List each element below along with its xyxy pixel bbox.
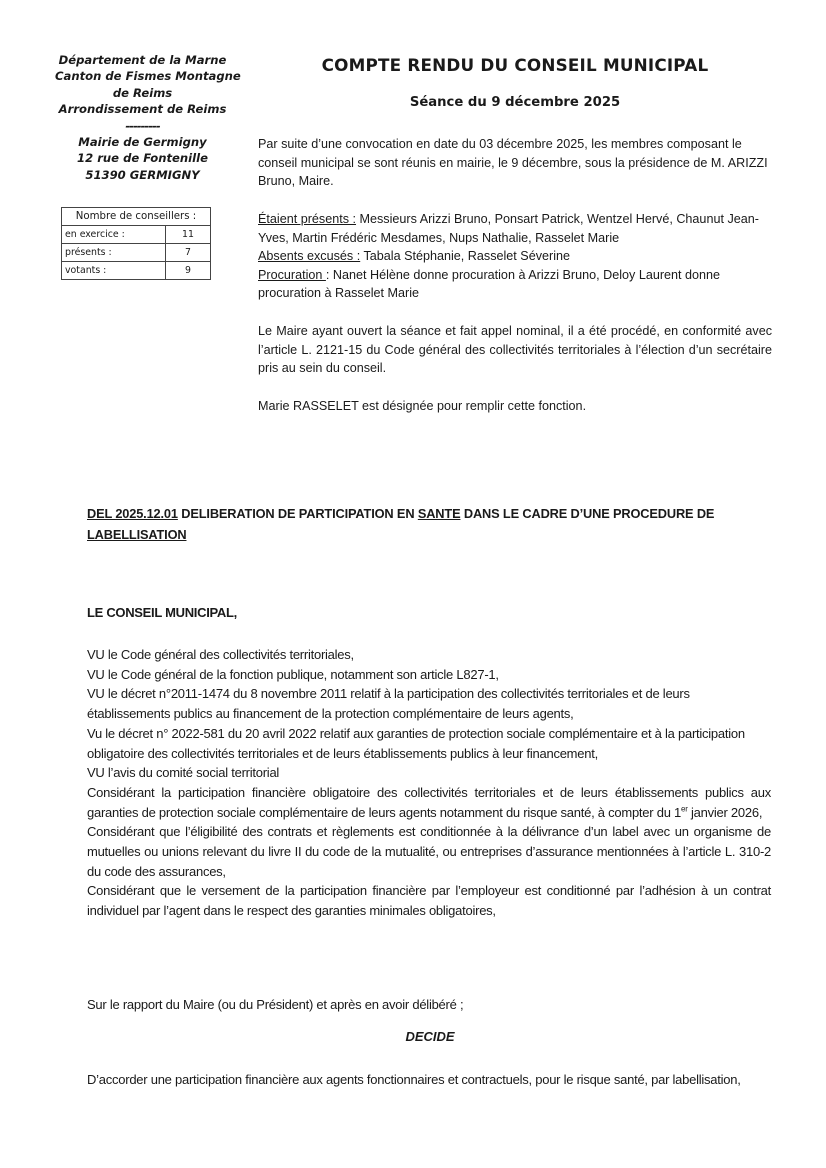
councillors-table bbox=[61, 207, 211, 280]
deliberation-body bbox=[87, 645, 771, 921]
deliberation-title-sante: SANTE bbox=[417, 506, 461, 521]
row-label-votants: votants : bbox=[62, 262, 166, 280]
row-value-en-exercice: 11 bbox=[166, 226, 211, 244]
proxy-text: : Nanet Hélène donne procuration à Arizzi Bruno, Deloy Laurent donne procuration à Rasselet Marie bbox=[258, 267, 721, 301]
absent-label: Absents excusés : bbox=[258, 249, 361, 264]
row-label-presents: présents : bbox=[62, 244, 166, 262]
attendance-block bbox=[258, 210, 772, 303]
present-label: Étaient présents : bbox=[258, 212, 357, 226]
proxy-label: Procuration bbox=[258, 267, 326, 282]
absent-members bbox=[258, 247, 772, 266]
table-row bbox=[62, 226, 211, 244]
letterhead-mairie: Mairie de Germigny bbox=[78, 135, 207, 150]
decide-heading: DECIDE bbox=[405, 1029, 455, 1044]
deliberation-title-text: DELIBERATION DE PARTICIPATION EN bbox=[177, 506, 418, 521]
row-label-en-exercice: en exercice : bbox=[62, 226, 166, 244]
convocation-paragraph: Par suite d’une convocation en date du 03 décembre 2025, les membres composant le conseil municipal se sont réunis en mairie, le 9 décembre, sous la présidence de M. ARIZZI Bruno, Maire. bbox=[258, 137, 768, 189]
deliberation-title-text-2: DANS LE CADRE D’UNE PROCEDURE DE bbox=[460, 506, 715, 521]
council-heading: LE CONSEIL MUNICIPAL, bbox=[87, 605, 237, 620]
deliberation-title-labellisation: LABELLISATION bbox=[87, 527, 187, 542]
row-value-presents: 7 bbox=[166, 244, 211, 262]
considerant-1-date: janvier 2026, bbox=[687, 804, 763, 820]
row-value-votants: 9 bbox=[166, 262, 211, 280]
councillors-table-header: Nombre de conseillers : bbox=[62, 208, 211, 226]
ordinal-superscript: er bbox=[681, 804, 688, 814]
secretary-designation: Marie RASSELET est désignée pour remplir cette fonction. bbox=[258, 399, 587, 413]
visa-item: VU le décret n°2011-1474 du 8 novembre 2011 relatif à la participation des collectivités territoriales et de leurs établissements publics au financement de la protection complémentaire de leurs agents, bbox=[87, 686, 690, 722]
visa-item: VU le Code général des collectivités territoriales, bbox=[87, 647, 354, 662]
visa-item: VU l’avis du comité social territorial bbox=[87, 765, 280, 781]
considerant-3: Considérant que le versement de la participation financière par l’employeur est conditionné par l’adhésion à un contrat individuel par l’agent dans le respect des garanties minimales obligatoires, bbox=[87, 883, 771, 919]
considerant-1-text: Considérant la participation financière obligatoire des collectivités territoriales et de leurs établissements publics aux garanties de protection sociale complémentaire de leurs agents notamment du risque santé, à compter du 1 bbox=[87, 784, 771, 820]
table-row bbox=[62, 244, 211, 262]
present-text: Messieurs Arizzi Bruno, Ponsart Patrick, Wentzel Hervé, Chaunut Jean-Yves, Martin Frédéric Mesdames, Nups Nathalie, Rasselet Marie bbox=[258, 212, 759, 245]
letterhead-canton: Canton de Fismes Montagne bbox=[55, 69, 241, 84]
decision-1: D’accorder une participation financière aux agents fonctionnaires et contractuels, pour le risque santé, par labellisation, bbox=[87, 1072, 741, 1087]
present-members bbox=[258, 210, 772, 247]
councillors-table-header-row bbox=[62, 208, 211, 226]
session-date: Séance du 9 décembre 2025 bbox=[409, 95, 621, 110]
letterhead-city: 51390 GERMIGNY bbox=[85, 167, 200, 182]
visa-item: VU le Code général de la fonction publique, notamment son article L827-1, bbox=[87, 666, 499, 682]
letterhead bbox=[55, 52, 241, 183]
letterhead-street: 12 rue de Fontenille bbox=[77, 151, 208, 166]
secretary-election-paragraph: Le Maire ayant ouvert la séance et fait appel nominal, il a été procédé, en conformité avec l’article L. 2121-15 du Code général des collectivités territoriales à l’élection d’un secrétaire pris au sein du conseil. bbox=[258, 324, 772, 376]
deliberation-title bbox=[87, 503, 777, 545]
considerant-2: Considérant que l’éligibilité des contrats et règlements est conditionnée à la délivrance d’un label avec un organisme de mutuelles ou unions relevant du livre II du code de la mutualité, ou entreprises d’assurance mentionnées à l’article L. 310-2 du code des assurances, bbox=[87, 824, 771, 879]
letterhead-separator: --------- bbox=[125, 118, 160, 133]
deliberation-ref: DEL 2025.12.01 bbox=[87, 506, 178, 521]
proxy-members bbox=[258, 266, 772, 303]
letterhead-department: Département de la Marne bbox=[58, 53, 227, 67]
considerant-1 bbox=[87, 783, 771, 822]
letterhead-canton-cont: de Reims bbox=[112, 85, 173, 100]
rapport-line: Sur le rapport du Maire (ou du Président) et après en avoir délibéré ; bbox=[87, 997, 464, 1012]
absent-text: Tabala Stéphanie, Rasselet Séverine bbox=[360, 249, 571, 264]
visa-item: Vu le décret n° 2022-581 du 20 avril 2022 relatif aux garanties de protection sociale complémentaire et à la participation obligatoire des collectivités territoriales et de leurs établissements publics à leur financement, bbox=[87, 725, 745, 761]
letterhead-arrondissement: Arrondissement de Reims bbox=[58, 102, 227, 117]
page-title: COMPTE RENDU DU CONSEIL MUNICIPAL bbox=[321, 55, 709, 75]
table-row bbox=[62, 262, 211, 280]
